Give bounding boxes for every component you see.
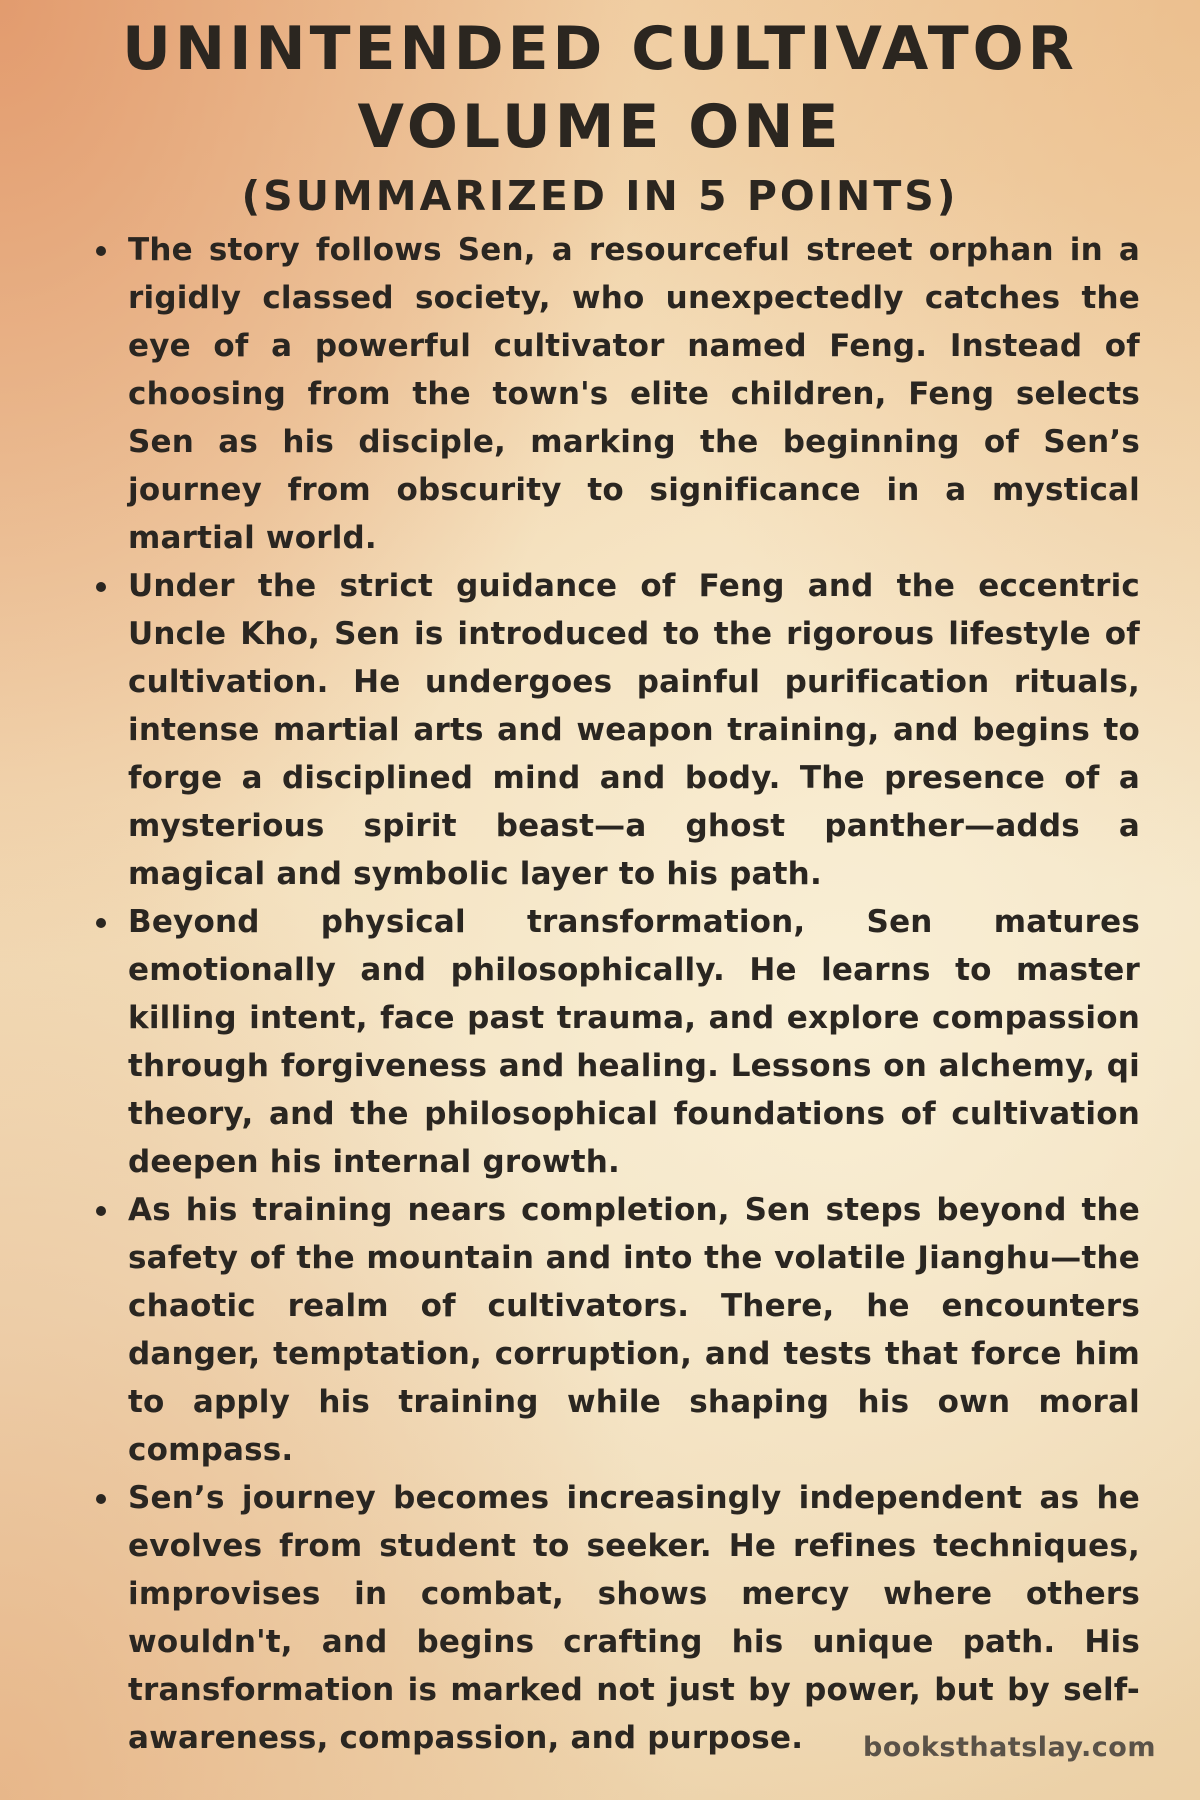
page-header bbox=[0, 10, 1200, 224]
bullet-dot-icon bbox=[96, 1206, 106, 1216]
page-title-line-2: VOLUME ONE bbox=[357, 92, 843, 162]
bullet-dot-icon bbox=[96, 246, 106, 256]
summary-point-text: Sen’s journey becomes increasingly independent as he evolves from student to seeker. He refines techniques, improvises in combat, shows mercy where others wouldn't, and begins crafting his unique path. His transformation is marked not just by power, but by self-awareness, compassion, and purpose. bbox=[128, 1480, 1140, 1756]
summary-point-text: Beyond physical transformation, Sen matures emotionally and philosophically. He learns to master killing intent, face past trauma, and explore compassion through forgiveness and healing. Lessons on alchemy, qi theory, and the philosophical foundations of cultivation deepen his internal growth. bbox=[128, 904, 1140, 1180]
bullet-dot-icon bbox=[96, 582, 106, 592]
summary-point-text: As his training nears completion, Sen steps beyond the safety of the mountain and into the volatile Jianghu—the chaotic realm of cultivators. There, he encounters danger, temptation, corruption, and tests that force him to apply his training while shaping his own moral compass. bbox=[128, 1192, 1140, 1468]
summary-points-list bbox=[96, 226, 1140, 1762]
summary-point-4 bbox=[96, 1186, 1140, 1474]
summary-point-2 bbox=[96, 562, 1140, 898]
bullet-dot-icon bbox=[96, 918, 106, 928]
summary-point-5 bbox=[96, 1474, 1140, 1762]
summary-point-text: Under the strict guidance of Feng and the eccentric Uncle Kho, Sen is introduced to the rigorous lifestyle of cultivation. He undergoes painful purification rituals, intense martial arts and weapon training, and begins to forge a disciplined mind and body. The presence of a mysterious spirit beast—a ghost panther—adds a magical and symbolic layer to his path. bbox=[128, 568, 1140, 892]
summary-point-text: The story follows Sen, a resourceful street orphan in a rigidly classed society, who unexpectedly catches the eye of a powerful cultivator named Feng. Instead of choosing from the town's elite children, Feng selects Sen as his disciple, marking the beginning of Sen’s journey from obscurity to significance in a mystical martial world. bbox=[128, 232, 1140, 556]
page-title-line-1: UNINTENDED CULTIVATOR bbox=[122, 14, 1078, 84]
page-subtitle: (SUMMARIZED IN 5 POINTS) bbox=[241, 172, 959, 220]
bullet-dot-icon bbox=[96, 1494, 106, 1504]
summary-point-3 bbox=[96, 898, 1140, 1186]
site-watermark: booksthatslay.com bbox=[863, 1732, 1156, 1763]
summary-point-1 bbox=[96, 226, 1140, 562]
